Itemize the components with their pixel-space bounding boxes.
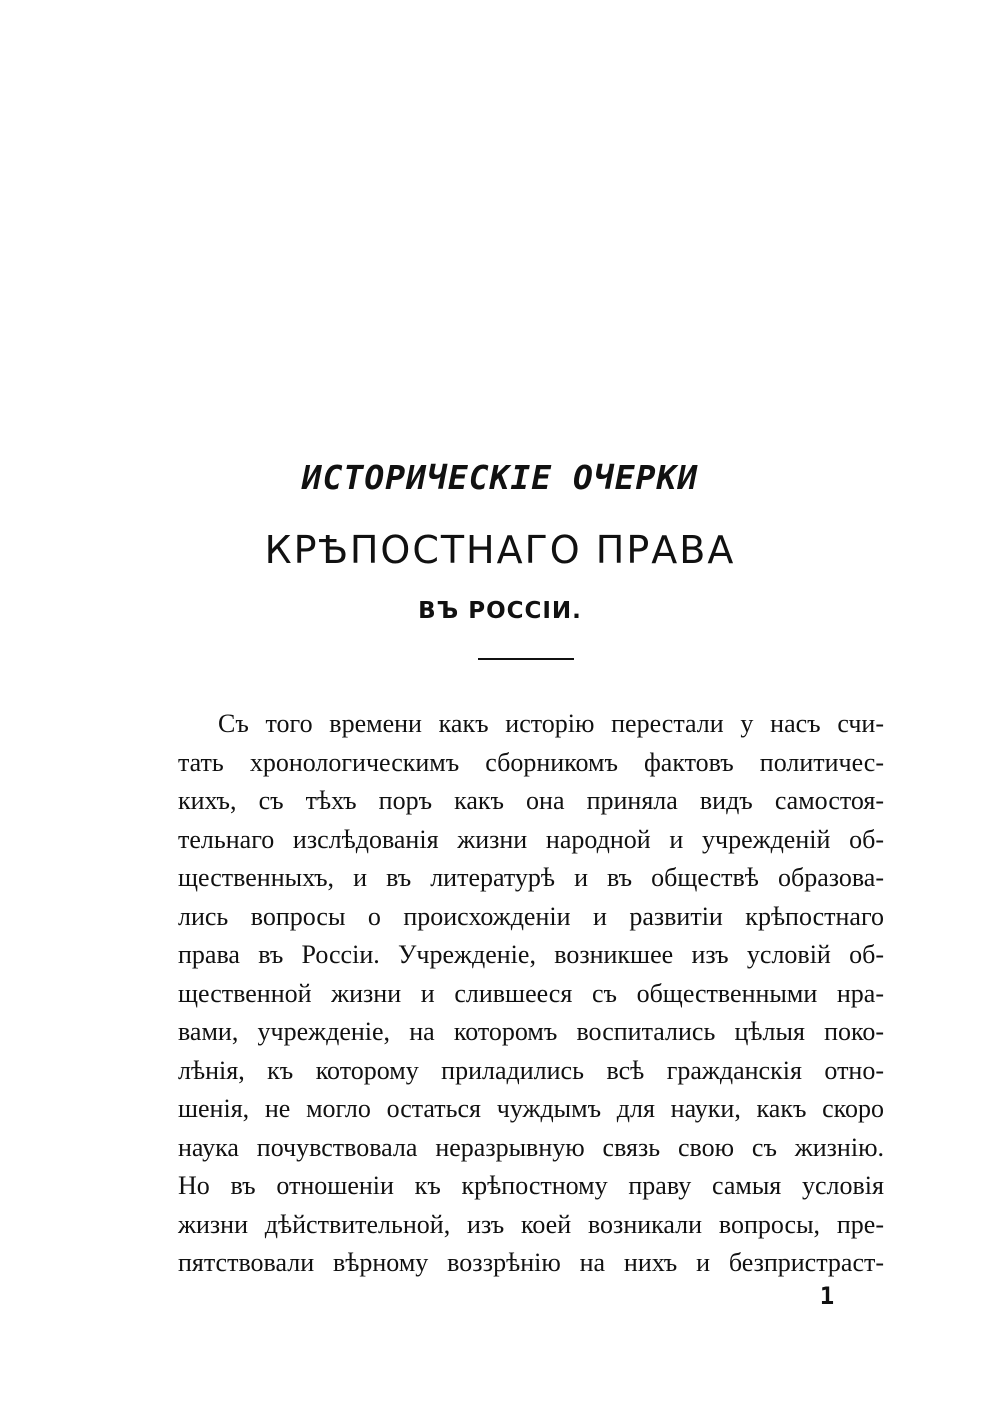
text-line: кихъ, съ тѣхъ поръ какъ она приняла видъ самостоя- bbox=[178, 786, 884, 815]
text-line: лись вопросы о происхожденіи и развитіи крѣпостнаго bbox=[178, 901, 884, 931]
text-line: щественныхъ, и въ литературѣ и въ обществѣ образова- bbox=[178, 863, 884, 892]
text-line: права въ Россіи. Учрежденіе, возникшее изъ условій об- bbox=[178, 940, 884, 969]
text-line: наука почувствовала неразрывную связь свою съ жизнію. bbox=[178, 1132, 884, 1162]
heading-line-3: ВЪ РОССІИ. bbox=[418, 598, 582, 624]
text-line: Но въ отношеніи къ крѣпостному праву самыя условія bbox=[178, 1171, 884, 1200]
text-line: вами, учрежденіе, на которомъ воспитались цѣлыя поко- bbox=[178, 1017, 884, 1046]
text-line: лѣнія, къ которому приладились всѣ гражданскія отно- bbox=[178, 1055, 884, 1085]
text-line: жизни дѣйствительной, изъ коей возникали вопросы, пре- bbox=[178, 1209, 884, 1239]
text-line: Съ того времени какъ исторію перестали у насъ счи- bbox=[218, 709, 884, 738]
heading-line-1: ИСТОРИЧЕСКІЕ ОЧЕРКИ bbox=[301, 458, 699, 497]
text-line: щественной жизни и слившееся съ общественными нра- bbox=[178, 978, 884, 1008]
page-number: 1 bbox=[819, 1282, 835, 1310]
heading-line-2: КРѢПОСТНАГО ПРАВА bbox=[264, 528, 736, 572]
text-line: шенія, не могло остаться чуждымъ для науки, какъ скоро bbox=[178, 1094, 884, 1123]
text-line: тать хронологическимъ сборникомъ фактовъ политичес- bbox=[178, 747, 884, 777]
body-paragraph bbox=[178, 705, 884, 1283]
text-line: тельнаго изслѣдованія жизни народной и учрежденій об- bbox=[178, 824, 884, 854]
text-line: пятствовали вѣрному воззрѣнію на нихъ и безпристраст- bbox=[178, 1248, 884, 1277]
heading-divider bbox=[478, 658, 574, 660]
